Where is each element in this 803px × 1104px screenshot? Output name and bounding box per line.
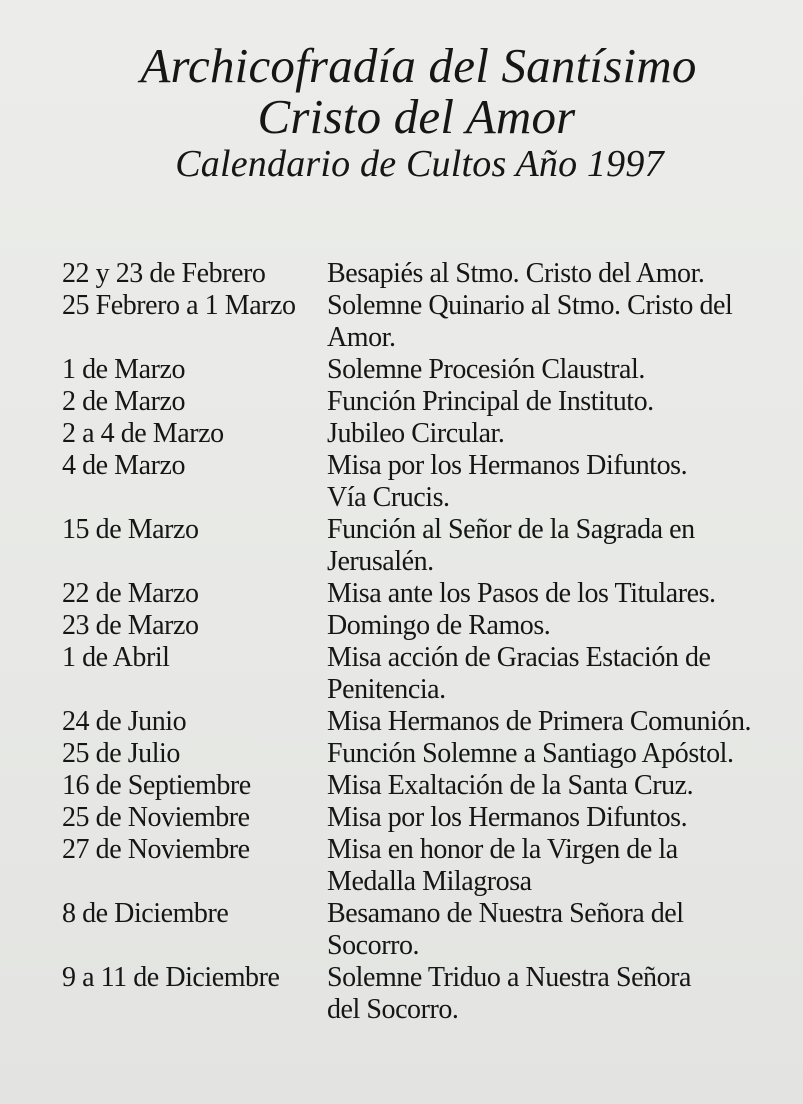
entry-event bbox=[327, 450, 797, 514]
calendar-entry bbox=[62, 834, 797, 898]
entry-date: 22 y 23 de Febrero bbox=[62, 258, 266, 289]
title-line-2: Cristo del Amor bbox=[257, 89, 576, 145]
entry-event-line: Misa Exaltación de la Santa Cruz. bbox=[327, 770, 694, 801]
entry-date: 1 de Marzo bbox=[62, 354, 186, 385]
entry-event bbox=[327, 578, 797, 610]
entry-event-line: Medalla Milagrosa bbox=[327, 866, 532, 897]
entry-event-line: Función Solemne a Santiago Apóstol. bbox=[327, 738, 734, 769]
entry-event-line: Amor. bbox=[327, 322, 396, 353]
entry-event-line: Solemne Triduo a Nuestra Señora bbox=[327, 962, 692, 993]
entry-event bbox=[327, 642, 797, 706]
document-header bbox=[0, 40, 803, 185]
calendar-entry bbox=[62, 898, 797, 962]
calendar-entry bbox=[62, 738, 797, 770]
entry-event-line: Misa Hermanos de Primera Comunión. bbox=[327, 706, 752, 737]
entry-date: 1 de Abril bbox=[62, 642, 170, 673]
calendar-entry bbox=[62, 290, 797, 354]
calendar-entry bbox=[62, 258, 797, 290]
entry-date: 24 de Junio bbox=[62, 706, 187, 737]
calendar-entry bbox=[62, 450, 797, 514]
entry-event bbox=[327, 290, 797, 354]
calendar-entry bbox=[62, 770, 797, 802]
entry-date: 2 a 4 de Marzo bbox=[62, 418, 224, 449]
entry-event-line: Besapiés al Stmo. Cristo del Amor. bbox=[327, 258, 705, 289]
calendar-entry bbox=[62, 610, 797, 642]
calendar-entry bbox=[62, 514, 797, 578]
entry-date: 25 Febrero a 1 Marzo bbox=[62, 290, 296, 321]
entry-event bbox=[327, 610, 797, 642]
entry-event bbox=[327, 354, 797, 386]
entry-date: 4 de Marzo bbox=[62, 450, 186, 481]
entry-event-line: Vía Crucis. bbox=[327, 482, 450, 513]
calendar-list bbox=[62, 258, 797, 1026]
entry-event bbox=[327, 834, 797, 898]
entry-date: 9 a 11 de Diciembre bbox=[62, 962, 280, 993]
entry-date: 15 de Marzo bbox=[62, 514, 199, 545]
entry-event bbox=[327, 738, 797, 770]
entry-event bbox=[327, 706, 797, 738]
entry-date: 22 de Marzo bbox=[62, 578, 199, 609]
calendar-entry bbox=[62, 578, 797, 610]
entry-event-line: Misa en honor de la Virgen de la bbox=[327, 834, 678, 865]
entry-event bbox=[327, 418, 797, 450]
entry-event-line: del Socorro. bbox=[327, 994, 459, 1025]
entry-event-line: Socorro. bbox=[327, 930, 420, 961]
calendar-entry bbox=[62, 354, 797, 386]
calendar-entry bbox=[62, 642, 797, 706]
calendar-entry bbox=[62, 962, 797, 1026]
entry-event-line: Besamano de Nuestra Señora del bbox=[327, 898, 684, 929]
subtitle: Calendario de Cultos Año 1997 bbox=[175, 142, 664, 185]
entry-event-line: Jerusalén. bbox=[327, 546, 434, 577]
entry-event-line: Jubileo Circular. bbox=[327, 418, 505, 449]
entry-event bbox=[327, 770, 797, 802]
entry-event bbox=[327, 898, 797, 962]
entry-date: 23 de Marzo bbox=[62, 610, 199, 641]
entry-event-line: Misa por los Hermanos Difuntos. bbox=[327, 450, 688, 481]
entry-event bbox=[327, 962, 797, 1026]
entry-date: 25 de Julio bbox=[62, 738, 180, 769]
entry-date: 16 de Septiembre bbox=[62, 770, 251, 801]
entry-event-line: Solemne Quinario al Stmo. Cristo del bbox=[327, 290, 733, 321]
calendar-entry bbox=[62, 802, 797, 834]
calendar-entry bbox=[62, 418, 797, 450]
entry-event bbox=[327, 386, 797, 418]
entry-event bbox=[327, 258, 797, 290]
entry-date: 25 de Noviembre bbox=[62, 802, 250, 833]
entry-event-line: Misa acción de Gracias Estación de bbox=[327, 642, 711, 673]
entry-date: 2 de Marzo bbox=[62, 386, 186, 417]
entry-event bbox=[327, 514, 797, 578]
calendar-entry bbox=[62, 386, 797, 418]
entry-event-line: Misa por los Hermanos Difuntos. bbox=[327, 802, 688, 833]
entry-event-line: Solemne Procesión Claustral. bbox=[327, 354, 645, 385]
entry-date: 8 de Diciembre bbox=[62, 898, 229, 929]
entry-event-line: Penitencia. bbox=[327, 674, 446, 705]
title-line-1: Archicofradía del Santísimo bbox=[140, 38, 697, 93]
entry-event-line: Función al Señor de la Sagrada en bbox=[327, 514, 695, 545]
entry-event-line: Función Principal de Instituto. bbox=[327, 386, 654, 417]
entry-event bbox=[327, 802, 797, 834]
entry-date: 27 de Noviembre bbox=[62, 834, 250, 865]
calendar-entry bbox=[62, 706, 797, 738]
entry-event-line: Misa ante los Pasos de los Titulares. bbox=[327, 578, 716, 609]
entry-event-line: Domingo de Ramos. bbox=[327, 610, 551, 641]
